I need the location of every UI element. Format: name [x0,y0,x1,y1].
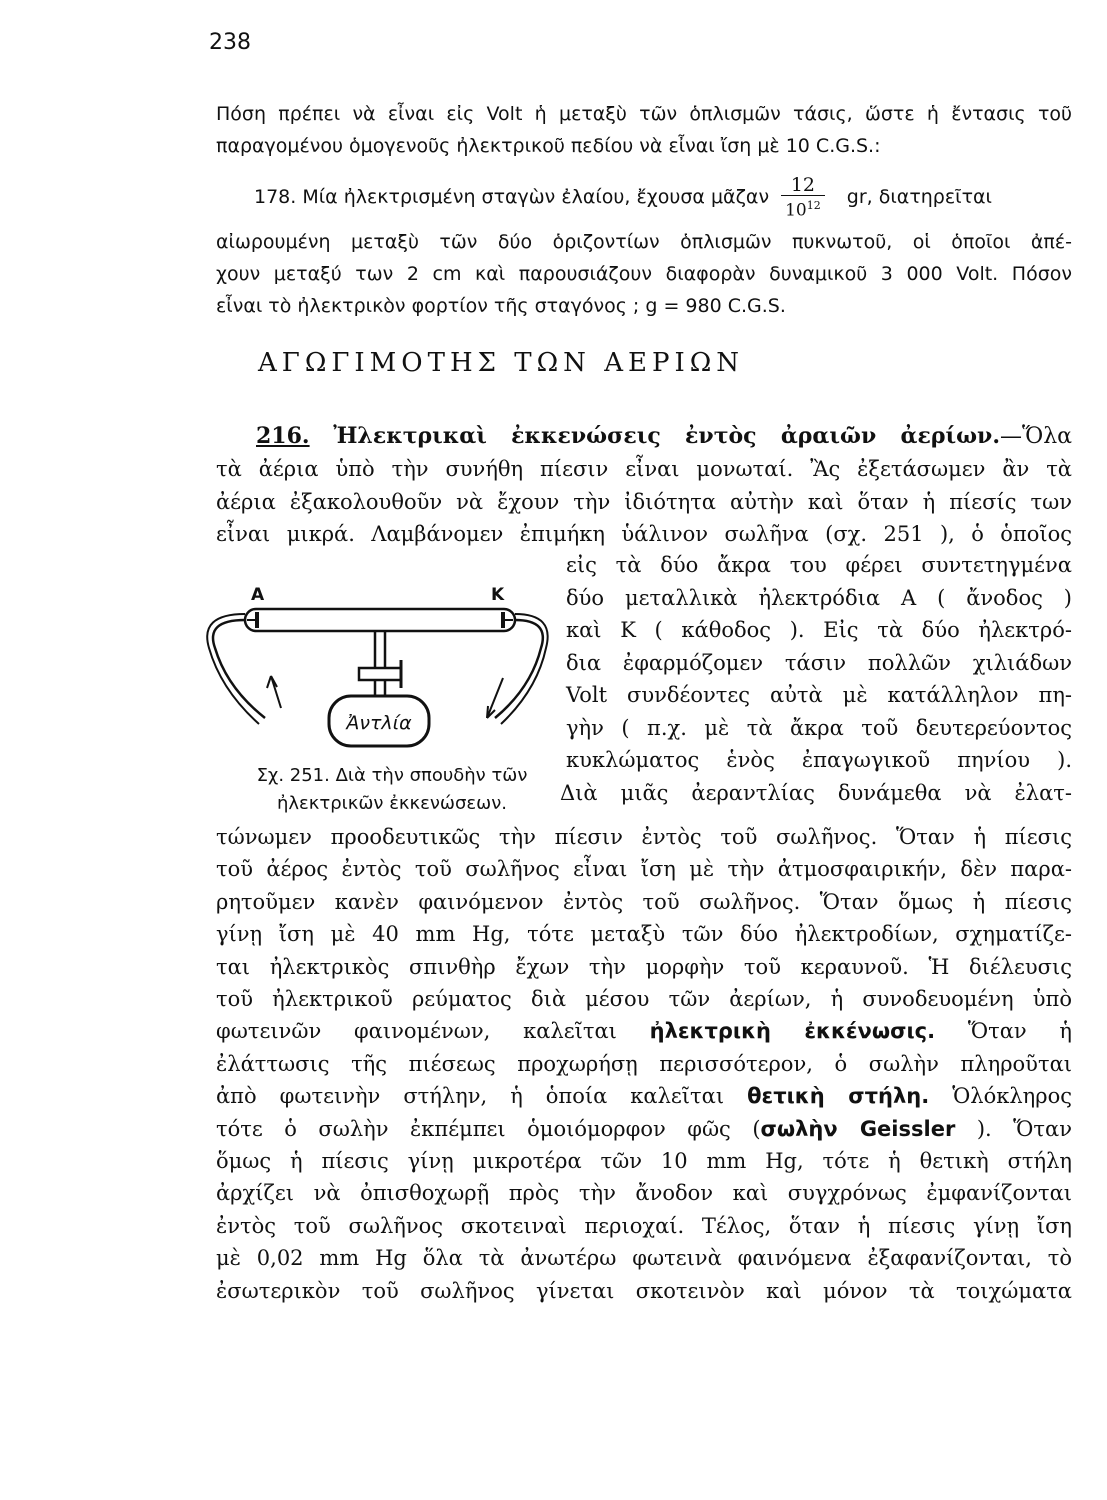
pump-label: Ἀντλία [346,712,412,734]
label-anode: Α [251,585,265,605]
text-line: Πόση πρέπει νὰ εἶναι εἰς Volt ἡ μεταξὺ τῶν ὁπλισμῶν τάσις, ὥστε ἡ ἔντασις τοῦ [216,103,1072,125]
term-geissler-tube: σωλὴν Geissler [760,1116,956,1141]
text-line: τὰ ἀέρια ὑπὸ τὴν συνήθη πίεσιν εἶναι μονωταί. Ἂς ἐξετάσωμεν ἂν τὰ [216,457,1072,482]
text-line-with-bold: ἀπὸ φωτεινὴν στήλην, ἡ ὁποία καλεῖται θετικὴ στήλη. Ὁλόκληρος [216,1084,1072,1109]
text-line: γὴν ( π.χ. μὲ τὰ ἄκρα τοῦ δευτερεύοντος [566,715,1072,740]
page-number: 238 [209,30,251,55]
fraction-exponent: 12 [806,198,821,212]
caption-line: ἠλεκτρικῶν ἐκκενώσεων. [276,793,507,814]
text-line: δύο μεταλλικὰ ἠλεκτρόδια Α ( ἄνοδος ) [566,585,1072,610]
valve [359,668,401,680]
section-title: Ἠλεκτρικαὶ ἐκκενώσεις ἐντὸς ἀραιῶν ἀερίων. [333,423,1000,449]
text-line: ἐσωτερικὸν τοῦ σωλῆνος γίνεται σκοτεινὸν καὶ μόνον τὰ τοιχώματα [216,1278,1072,1303]
caption-line: Σχ. 251. Διὰ τὴν σπουδὴν τῶν [256,765,528,786]
text-line: εἶναι τὸ ἠλεκτρικὸν φορτίον τῆς σταγόνος ; g = 980 C.G.S. [216,295,786,317]
section-number: 216. [256,423,310,449]
text-line: αἰωρουμένη μεταξὺ τῶν δύο ὁριζοντίων ὁπλισμῶν πυκνωτοῦ, οἱ ὁποῖοι ἀπέ- [216,231,1072,253]
text-fragment: Μία ἠλεκτρισμένη σταγὼν ἐλαίου, ἔχουσα μᾶζαν [302,186,770,208]
text-line: εἰς τὰ δύο ἄκρα του φέρει συντετηγμένα [566,553,1072,577]
chapter-heading: ΑΓΩΓΙΜΟΤΗΣ ΤΩΝ ΑΕΡΙΩΝ [258,348,745,378]
text-line: καὶ Κ ( κάθοδος ). Εἰς τὰ δύο ἠλεκτρό- [566,618,1072,642]
text-line: μὲ 0,02 mm Hg ὅλα τὰ ἀνωτέρω φωτεινὰ φαινόμενα ἐξαφανίζονται, τὸ [216,1246,1072,1271]
text-line: τώνωμεν προοδευτικῶς τὴν πίεσιν ἐντὸς τοῦ σωλῆνος. Ὅταν ἡ πίεσις [216,825,1072,849]
text-line: ἀρχίζει νὰ ὀπισθοχωρῇ πρὸς τὴν ἄνοδον καὶ συγχρόνως ἐμφανίζονται [216,1181,1072,1206]
section-216-bottom [216,821,1072,1307]
fraction-numerator: 12 [781,175,825,196]
term-positive-column: θετικὴ στήλη. [747,1084,930,1109]
fraction-denominator: $10^{12}$ [785,198,821,221]
term-electric-discharge: ἠλεκτρικὴ ἐκκένωσις. [649,1019,936,1044]
text-line: ται ἠλεκτρικὸς σπινθὴρ ἔχων τὴν μορφὴν τοῦ κεραυνοῦ. Ἡ διέλευσις [216,954,1072,979]
problem-number: 178. [254,186,297,208]
text-line: Volt συνδέοντες αὐτὰ μὲ κατάλληλον πη- [566,683,1072,707]
problem-intro [216,98,1072,162]
problem-178 [216,168,1072,322]
text-line: δια ἐφαρμόζομεν τάσιν πολλῶν χιλιάδων [566,650,1072,675]
text-line: εἶναι μικρά. Λαμβάνομεν ἐπιμήκη ὑάλινον σωλῆνα (σχ. 251 ), ὁ ὁποῖος [216,521,1072,546]
text-line: ρητοῦμεν κανὲν φαινόμενον ἐντὸς τοῦ σωλῆνος. Ὅταν ὅμως ἡ πίεσις [216,889,1072,914]
text-line: γίνῃ ἴση μὲ 40 mm Hg, τότε μεταξὺ τῶν δύο ἠλεκτροδίων, σχηματίζε- [216,922,1072,947]
text-fragment: gr, διατηρεῖται [846,186,992,208]
text-line: ὅμως ἡ πίεσις γίνῃ μικροτέρα τῶν 10 mm Hg, τότε ἡ θετικὴ στήλη [216,1149,1072,1174]
text-line-with-bold: τότε ὁ σωλὴν ἐκπέμπει ὁμοιόμορφον φῶς (σωλὴν Geissler ). Ὅταν [216,1116,1072,1141]
figure-caption [232,762,552,818]
text-line: ἀέρια ἐξακολουθοῦν νὰ ἔχουν τὴν ἰδιότητα αὐτὴν καὶ ὅταν ἡ πίεσίς των [216,489,1072,514]
text-line: Διὰ μιᾶς ἀεραντλίας δυνάμεθα νὰ ἐλατ- [560,780,1072,805]
text-line: παραγομένου ὁμογενοῦς ἠλεκτρικοῦ πεδίου νὰ εἶναι ἴση μὲ 10 C.G.S.: [216,135,881,157]
section-title-line [216,420,1072,453]
text-line: τοῦ ἠλεκτρικοῦ ρεύματος διὰ μέσου τῶν ἀερίων, ἡ συνοδευομένη ὑπὸ [216,987,1072,1012]
text-line: ἐλάττωσις τῆς πιέσεως προχωρήσῃ περισσότερον, ὁ σωλὴν πληροῦται [216,1051,1072,1076]
section-216-wrap [560,549,1072,809]
text-fragment: —Ὅλα [999,424,1072,449]
glass-tube [245,609,515,631]
mass-fraction [781,175,825,221]
text-line: κυκλώματος ἑνὸς ἐπαγωγικοῦ πηνίου ). [566,748,1072,772]
text-line: τοῦ ἀέρος ἐντὸς τοῦ σωλῆνος εἶναι ἴση μὲ τὴν ἀτμοσφαιρικήν, δὲν παρα- [216,857,1072,882]
section-216-top [216,420,1072,550]
label-cathode: Κ [491,585,505,605]
text-line: ἐντὸς τοῦ σωλῆνος σκοτειναὶ περιοχαί. Τέλος, ὅταν ἡ πίεσις γίνῃ ἴση [216,1213,1072,1238]
problem-178-first-line [216,168,1072,226]
text-line-with-bold: φωτεινῶν φαινομένων, καλεῖται ἠλεκτρικὴ ἐκκένωσις. Ὅταν ἡ [216,1019,1072,1044]
text-line: χουν μεταξύ των 2 cm καὶ παρουσιάζουν διαφορὰν δυναμικοῦ 3 000 Volt. Πόσον [216,263,1072,285]
figure-discharge-tube [205,578,550,758]
